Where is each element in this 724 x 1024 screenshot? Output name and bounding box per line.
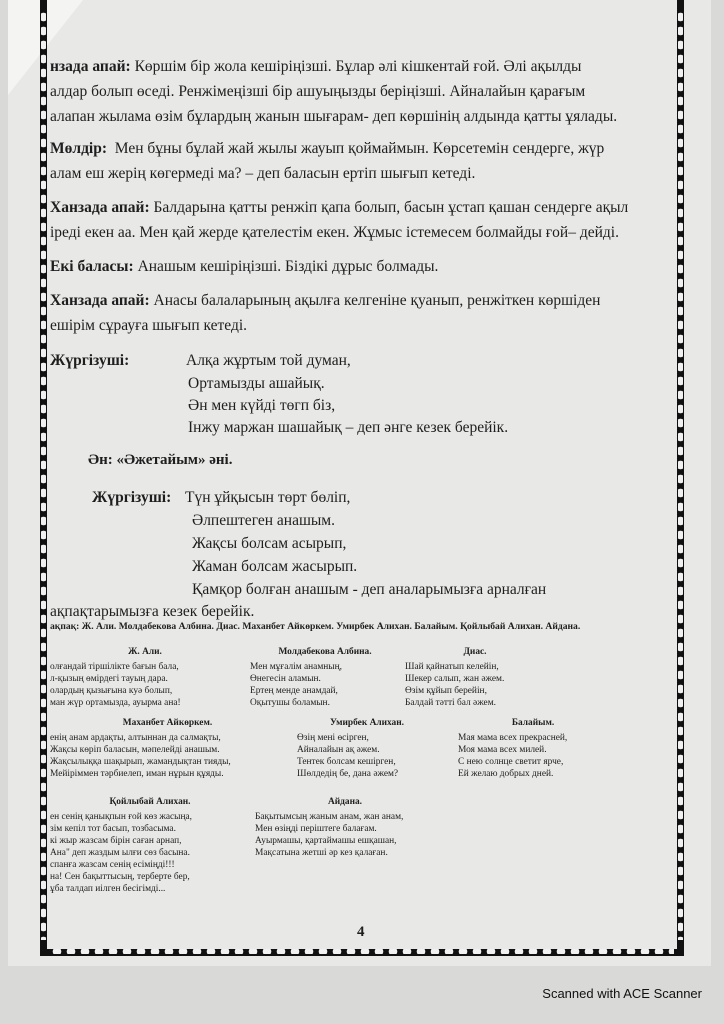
poem-block — [250, 646, 400, 709]
speaker-name: Ханзада апай: — [50, 199, 150, 216]
speaker-name: нзада апай: — [50, 58, 131, 75]
verse-line: Түн ұйқысын төрт бөліп, — [185, 489, 351, 506]
dialogue-paragraph — [50, 136, 680, 186]
dialogue-line — [50, 288, 680, 313]
poem-line: л-қызың өмірдегі тауың дара. — [50, 674, 168, 684]
dialogue-line: алдар болып өседі. Ренжімеңізші бір ашуыңызды беріңізші. Айналайын қарағым — [50, 83, 586, 100]
dialogue-line: іреді екен аа. Мен қай жерде қателестім екен. Жұмыс істемесем болмайды ғой– дейді. — [50, 224, 619, 241]
poem-line: спанға жазсам сенің есіміңді!!! — [50, 860, 175, 870]
verse-line: Жақсы болсам асырып, — [192, 535, 347, 552]
poem-line: Жақсы көріп баласын, мәпелейді анашым. — [50, 745, 220, 755]
dialogue-line: алам еш жерің көгермеді ма? – деп баласын ертіп шығып кетеді. — [50, 165, 476, 182]
line-text: Анасы балаларының ақылға келгеніне қуанып, ренжіткен көршіден — [153, 292, 601, 309]
poem-line: ман жүр ортамызда, ауырма ана! — [50, 698, 181, 708]
speaker-name: Мөлдір: — [50, 140, 108, 157]
poem-line: Шөлдедің бе, дана әжем? — [297, 769, 399, 779]
border-dots-bottom — [50, 949, 674, 954]
participants-list: ақпақ: Ж. Али. Молдабекова Албина. Диас. Маханбет Айкөркем. Умирбек Алихан. Балайым. Қойлыбай Алихан. Айдана. — [50, 621, 581, 632]
poem-line: олардың қызығына куә болып, — [50, 686, 173, 696]
scanner-watermark: Scanned with ACE Scanner — [542, 986, 702, 1001]
poem-line: Ауырмашы, қартаймашы ешқашан, — [255, 836, 397, 846]
poem-block — [458, 717, 608, 780]
verse-line: Жаман болсам жасырып. — [192, 558, 358, 575]
line-text: Балдарына қатты ренжіп қапа болып, басын ұстап қашан сендерге ақыл — [153, 199, 629, 216]
dialogue-line — [50, 54, 680, 79]
poem-author: Молдабекова Албина. — [278, 647, 372, 657]
verse-line: Ортамызды ашайық. — [188, 375, 325, 392]
poem-author: Умирбек Алихан. — [329, 718, 404, 728]
poem-line: Мая мама всех прекрасней, — [458, 733, 568, 743]
poem-line: зім кепіл тот басып, тозбасыма. — [50, 824, 176, 834]
poem-line: С нею солнце светит ярче, — [458, 757, 564, 767]
poem-author: Ж. Али. — [128, 647, 162, 657]
poem-line: Өнегесін аламын. — [250, 674, 321, 684]
poem-line: Бақытымсың жаным анам, жан анам, — [255, 812, 404, 822]
poem-line: Тентек болсам кешірген, — [297, 757, 396, 767]
dialogue-line: алапан жылама өзім бұлардың жанын шығарам- деп көршінің алдында қатты ұялады. — [50, 108, 618, 125]
poem-line: Мен өзіңді періштеге балағам. — [255, 824, 377, 834]
poem-block — [50, 717, 285, 780]
dialogue-line — [50, 254, 680, 279]
poem-line: Балдай тәтті бал әжем. — [405, 698, 496, 708]
line-text: Анашым кешіріңізші. Біздікі дұрыс болмады. — [137, 258, 439, 275]
poem-line: Мейіріммен тәрбиелеп, иман нұрын құяды. — [50, 769, 224, 779]
poem-line: Мақсатына жетші әр кез қалаған. — [255, 848, 388, 858]
verse-line: Алқа жұртым той думан, — [186, 352, 351, 369]
line-text: Мен бұны бұлай жай жылы жауып қоймаймын. Көрсетемін сендерге, жүр — [114, 140, 605, 157]
poem-author: Диас. — [463, 647, 487, 657]
poem-line: Мен мұғалім анамның, — [250, 662, 342, 672]
poem-block — [50, 796, 250, 895]
page-number: 4 — [357, 924, 365, 940]
poem-author: Маханбет Айкөркем. — [122, 718, 213, 728]
verse-tail: ақпақтарымызға кезек берейік. — [50, 603, 255, 620]
poem-line: кі жыр жазсам бірін саған арнап, — [50, 836, 182, 846]
border-dots-left — [41, 10, 46, 940]
poem-author: Айдана. — [327, 797, 363, 807]
dialogue-paragraph — [50, 288, 680, 338]
dialogue-line — [50, 136, 680, 161]
poem-line: Ей желаю добрых дней. — [458, 769, 554, 779]
dialogue-line: ешірім сұрауға шығып кетеді. — [50, 317, 248, 334]
verse-speaker: Жүргізуші: — [50, 352, 130, 369]
poem-line: Оқытушы боламын. — [250, 698, 330, 708]
poem-line: ұба талдап иілген бесігімді... — [50, 884, 166, 894]
poem-line: Моя мама всех милей. — [458, 745, 547, 755]
speaker-name: Ханзада апай: — [50, 292, 150, 309]
poem-block — [297, 717, 437, 780]
poem-line: Жақсылыққа шақырып, жамандықтан тияды, — [50, 757, 231, 767]
poem-block — [405, 646, 545, 709]
poem-line: ен сенің қанықпын ғой көз жасыңа, — [50, 812, 193, 822]
poem-block — [255, 796, 435, 859]
poem-line: Айналайын ақ әжем. — [297, 745, 380, 755]
dialogue-line — [50, 195, 680, 220]
poem-line: Ана" деп жаздым ылғи сөз басына. — [50, 848, 190, 858]
speaker-name: Екі баласы: — [50, 258, 134, 275]
poem-line: олғандай тіршілікте бағын бала, — [50, 662, 179, 672]
verse-line: Інжу маржан шашайық – деп әнге кезек берейік. — [188, 419, 509, 436]
poem-line: Өзім құйып берейін, — [405, 686, 487, 696]
poem-line: Шекер салып, жан әжем. — [405, 674, 505, 684]
verse-line: Әлпештеген анашым. — [192, 512, 335, 529]
verse-line: Қамқор болған анашым - деп аналарымызға арналған — [192, 581, 547, 598]
verse-line: Ән мен күйді төгп біз, — [188, 397, 336, 414]
dialogue-paragraph — [50, 254, 680, 279]
dialogue-paragraph — [50, 54, 680, 129]
poem-line: Шай қайнатып келейін, — [405, 662, 499, 672]
verse-speaker: Жүргізуші: — [92, 489, 172, 506]
poem-line: Өзің мені өсірген, — [297, 733, 369, 743]
poem-line: енің анам ардақты, алтыннан да салмақты, — [50, 733, 221, 743]
song-title: Ән: «Әжетайым» әні. — [88, 452, 233, 468]
poem-author: Қойлыбай Алихан. — [109, 797, 191, 807]
poem-block — [50, 646, 240, 709]
poem-line: Ертең менде анамдай, — [250, 686, 338, 696]
dialogue-paragraph — [50, 195, 680, 245]
line-text: Көршім бір жола кешіріңізші. Бұлар әлі кішкентай ғой. Әлі ақылды — [134, 58, 582, 75]
poem-line: на! Сен бақыттысың, терберте бер, — [50, 872, 190, 882]
poem-author: Балайым. — [511, 718, 555, 728]
